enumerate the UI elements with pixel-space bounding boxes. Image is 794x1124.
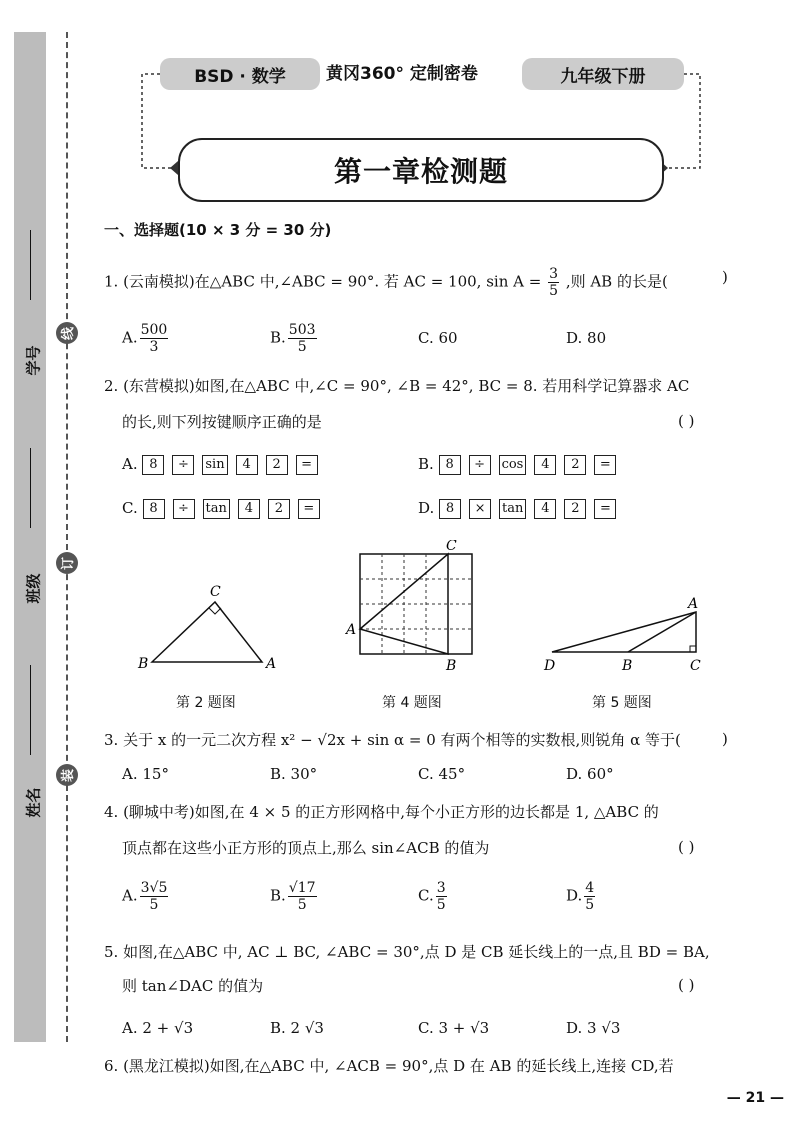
title-box <box>178 138 664 202</box>
q4-paren: ( ) <box>678 838 695 856</box>
fig5-label-c: C <box>690 658 701 674</box>
q1-option-c[interactable]: C. 60 <box>418 329 458 347</box>
q4-option-a[interactable]: A. $\frac{3√5}{5}$ <box>122 880 168 913</box>
q2-line2: 的长,则下列按键顺序正确的是 <box>122 413 322 431</box>
fig2-label-c: C <box>210 584 221 600</box>
series-title: 黄冈360° 定制密卷 <box>326 64 478 84</box>
fig2-caption: 第 2 题图 <box>176 695 236 711</box>
figure-5 <box>543 596 701 674</box>
class-line <box>30 448 31 528</box>
q6-line1: 6. (黑龙江模拟)如图,在△ABC 中, ∠ACB = 90°,点 D 在 AB 的延长线上,连接 CD,若 <box>104 1057 674 1075</box>
q3-paren-close: ) <box>722 730 728 748</box>
q3-option-a[interactable]: A. 15° <box>122 765 169 783</box>
q5-option-c[interactable]: C. 3 + √3 <box>418 1019 490 1037</box>
badge-ding: 订 <box>56 552 78 574</box>
grade-pill: 九年级下册 <box>522 58 684 90</box>
fig5-caption: 第 5 题图 <box>592 695 652 711</box>
q4-option-d[interactable]: D. $\frac{4}{5}$ <box>566 880 595 913</box>
student-no-label: 学号 <box>24 345 43 376</box>
q2-option-a[interactable]: A. 8 ÷ sin 4 2 = <box>122 454 326 475</box>
fig4-label-b: B <box>446 658 457 674</box>
figures <box>130 540 730 690</box>
q1-option-b[interactable]: B. $\frac{503}{5}$ <box>270 322 316 355</box>
fig4-label-a: A <box>346 622 357 638</box>
fig5-label-b: B <box>622 658 633 674</box>
name-line <box>30 665 31 755</box>
q3-option-d[interactable]: D. 60° <box>566 765 614 783</box>
q2-option-b[interactable]: B. 8 ÷ cos 4 2 = <box>418 454 624 475</box>
fig2-label-b: B <box>138 656 149 672</box>
q1-frac: $\frac{3}{5}$ <box>549 266 559 299</box>
fig2-label-a: A <box>266 656 277 672</box>
fig5-label-d: D <box>544 658 556 674</box>
q1-stem: 1. (云南模拟)在△ABC 中,∠ABC = 90°. 若 AC = 100, sin A = $\frac{3}{5}$ ,则 AB 的长是( <box>104 266 668 299</box>
fig4-label-c: C <box>446 540 457 554</box>
q3-option-c[interactable]: C. 45° <box>418 765 466 783</box>
q4-line1: 4. (聊城中考)如图,在 4 × 5 的正方形网格中,每个小正方形的边长都是 1, △ABC 的 <box>104 803 659 821</box>
q2-paren: ( ) <box>678 412 695 430</box>
q5-option-a[interactable]: A. 2 + √3 <box>122 1019 194 1037</box>
subject-pill: BSD · 数学 <box>160 58 320 90</box>
section-heading: 一、选择题(10 × 3 分 = 30 分) <box>104 221 332 239</box>
figure-4 <box>344 540 472 674</box>
q1-paren-close: ) <box>722 268 728 286</box>
q4-option-b[interactable]: B. $\frac{√17}{5}$ <box>270 880 316 913</box>
q5-line1: 5. 如图,在△ABC 中, AC ⊥ BC, ∠ABC = 30°,点 D 是 CB 延长线上的一点,且 BD = BA, <box>104 943 710 961</box>
fig4-caption: 第 4 题图 <box>382 695 442 711</box>
q4-option-c[interactable]: C. $\frac{3}{5}$ <box>418 880 446 913</box>
q3-stem: 3. 关于 x 的一元二次方程 x² − √2x + sin α = 0 有两个相等的实数根,则锐角 α 等于( <box>104 731 681 749</box>
q2-option-d[interactable]: D. 8 × tan 4 2 = <box>418 498 624 519</box>
q5-paren: ( ) <box>678 976 695 994</box>
badge-zhuang: 装 <box>56 764 78 786</box>
q5-line2: 则 tan∠DAC 的值为 <box>122 977 264 995</box>
q1-option-d[interactable]: D. 80 <box>566 329 607 347</box>
q5-option-d[interactable]: D. 3 √3 <box>566 1019 621 1037</box>
page-number: — 21 — <box>726 1090 784 1106</box>
q1-option-a[interactable]: A. $\frac{500}{3}$ <box>122 322 168 355</box>
q2-option-c[interactable]: C. 8 ÷ tan 4 2 = <box>122 498 328 519</box>
student-no-line <box>30 230 31 300</box>
q4-line2: 顶点都在这些小正方形的顶点上,那么 sin∠ACB 的值为 <box>122 839 490 857</box>
figure-2 <box>137 584 276 672</box>
name-label: 姓名 <box>24 787 43 818</box>
q2-line1: 2. (东营模拟)如图,在△ABC 中,∠C = 90°, ∠B = 42°, BC = 8. 若用科学记算器求 AC <box>104 377 690 395</box>
q3-option-b[interactable]: B. 30° <box>270 765 318 783</box>
fig5-label-a: A <box>688 596 699 612</box>
class-label: 班级 <box>24 573 43 604</box>
q5-option-b[interactable]: B. 2 √3 <box>270 1019 324 1037</box>
badge-xian: 线 <box>56 322 78 344</box>
page-title: 第一章检测题 <box>333 155 508 188</box>
